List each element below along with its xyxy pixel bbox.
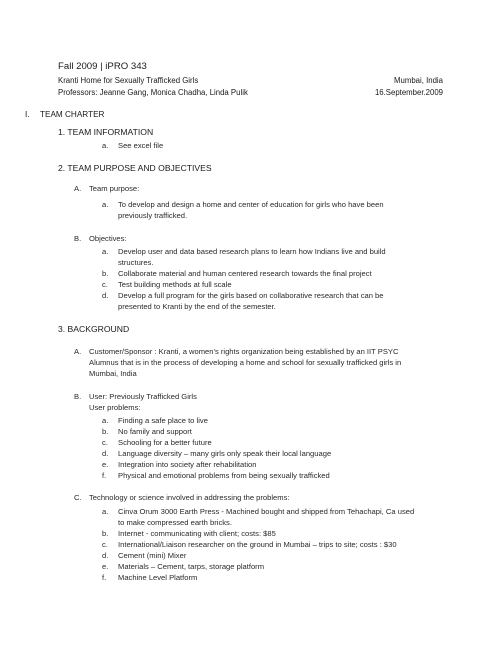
professors: Professors: Jeanne Gang, Monica Chadha, Linda Pulik [58, 88, 248, 97]
list-item: To develop and design a home and center of education for girls who have been [118, 200, 384, 209]
team-purpose-label: Team purpose: [89, 184, 140, 193]
list-item: Machine Level Platform [118, 573, 198, 582]
list-marker: a. [102, 141, 109, 150]
list-item: to make compressed earth bricks. [118, 518, 232, 527]
list-marker: d. [102, 449, 109, 458]
objectives-label: Objectives: [89, 234, 127, 243]
list-item: No family and support [118, 427, 192, 436]
list-item: Language diversity – many girls only speak their local language [118, 449, 332, 458]
list-item: Develop user and data based research plans to learn how Indians live and build [118, 247, 386, 256]
list-item: presented to Kranti by the end of the semester. [118, 302, 276, 311]
heading-team-information: 1. TEAM INFORMATION [58, 127, 154, 137]
list-marker: A. [74, 347, 82, 356]
list-marker: B. [74, 234, 82, 243]
course-title: Fall 2009 | iPRO 343 [58, 61, 147, 72]
list-item: Test building methods at full scale [118, 280, 232, 289]
list-marker: B. [74, 392, 82, 401]
list-item: Cinva Orum 3000 Earth Press - Machined bought and shipped from Tehachapi, Ca used [118, 507, 415, 516]
paragraph-line: Mumbai, India [89, 369, 137, 378]
list-marker: e. [102, 460, 109, 469]
technology-label: Technology or science involved in addressing the problems: [89, 493, 290, 502]
section-number: I. [25, 110, 30, 119]
list-marker: b. [102, 427, 109, 436]
list-item: Internet - communicating with client; costs: $85 [118, 529, 276, 538]
project-title: Kranti Home for Sexually Trafficked Girls [58, 76, 199, 85]
paragraph-line: Customer/Sponsor : Kranti, a women's rights organization being established by an IIT PSYC [89, 347, 399, 356]
list-item: previously trafficked. [118, 211, 188, 220]
list-marker: a. [102, 200, 109, 209]
list-marker: A. [74, 184, 82, 193]
list-item: Cement (mini) Mixer [118, 551, 187, 560]
list-marker: a. [102, 247, 109, 256]
location: Mumbai, India [394, 76, 443, 85]
list-marker: d. [102, 551, 109, 560]
list-item: International/Liaison researcher on the ground in Mumbai – trips to site; costs : $30 [118, 540, 397, 549]
list-item: Integration into society after rehabilitation [118, 460, 257, 469]
list-item: Develop a full program for the girls based on collaborative research that can be [118, 291, 384, 300]
list-item: Schooling for a better future [118, 438, 212, 447]
list-marker: f. [102, 471, 107, 480]
list-item: Materials – Cement, tarps, storage platform [118, 562, 265, 571]
list-item: structures. [118, 258, 154, 267]
list-marker: C. [74, 493, 82, 502]
list-marker: e. [102, 562, 109, 571]
heading-team-purpose: 2. TEAM PURPOSE AND OBJECTIVES [58, 163, 212, 173]
list-marker: c. [102, 540, 108, 549]
user-problems-label: User problems: [89, 403, 141, 412]
list-marker: f. [102, 573, 107, 582]
heading-background: 3. BACKGROUND [58, 324, 130, 334]
list-marker: c. [102, 280, 108, 289]
list-marker: a. [102, 416, 109, 425]
list-item: Finding a safe place to live [118, 416, 208, 425]
list-item: Physical and emotional problems from being sexually trafficked [118, 471, 330, 480]
section-title: TEAM CHARTER [40, 110, 105, 119]
date: 16.September.2009 [374, 88, 443, 97]
list-marker: b. [102, 529, 109, 538]
paragraph-line: Alumnus that is in the process of developing a home and school for sexually trafficked girls in [89, 358, 402, 367]
list-marker: c. [102, 438, 108, 447]
list-marker: a. [102, 507, 109, 516]
list-item: Collaborate material and human centered research towards the final project [118, 269, 372, 278]
user-label: User: Previously Trafficked Girls [89, 392, 197, 401]
list-marker: d. [102, 291, 109, 300]
list-marker: b. [102, 269, 109, 278]
list-item: See excel file [118, 141, 164, 150]
